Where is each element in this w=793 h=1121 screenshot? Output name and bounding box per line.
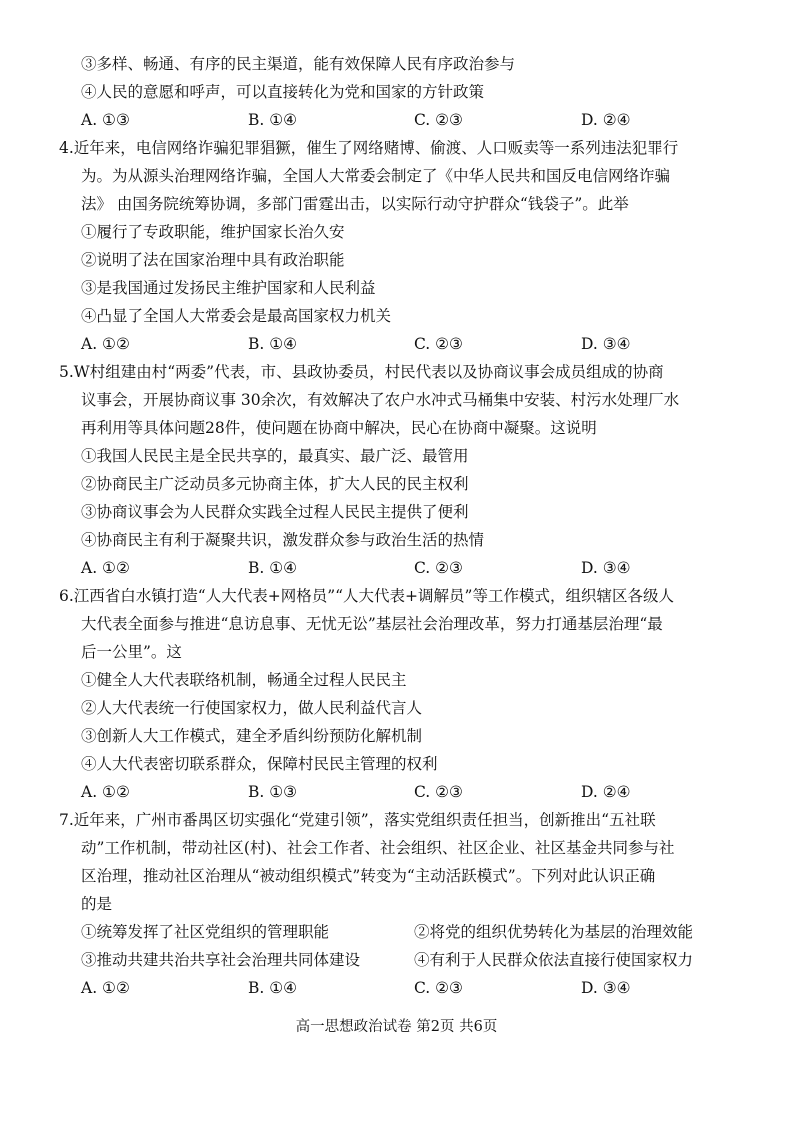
q6-item-2: ②人大代表统一行使国家权力，做人民利益代言人 [81,699,423,717]
q5-stem-line-3: 再利用等具体问题28件，使问题在协商中解决，民心在协商中凝聚。这说明 [81,419,597,437]
q4-item-4: ④凸显了全国人大常委会是最高国家权力机关 [81,307,392,325]
q5-option-d[interactable]: D. ③④ [581,559,631,577]
q5-option-b[interactable]: B. ①④ [248,559,298,577]
q6-option-c[interactable]: C. ②③ [414,783,463,801]
q6-stem-line-3: 后一公里”。这 [81,643,182,661]
q5-item-3: ③协商议事会为人民群众实践全过程人民民主提供了便利 [81,503,469,521]
q5-options [81,558,721,578]
q4-option-c[interactable]: C. ②③ [414,335,463,353]
q4-item-3: ③是我国通过发扬民主维护国家和人民利益 [81,279,376,297]
q3-item-4: ④人民的意愿和呼声，可以直接转化为党和国家的方针政策 [81,83,485,101]
q6-stem-line-2: 大代表全面参与推进“息访息事、无忧无讼”基层社会治理改革，努力打通基层治理“最 [81,615,663,633]
q7-item-4: ④有利于人民群众依法直接行使国家权力 [414,951,694,969]
q3-option-b[interactable]: B. ①④ [248,111,298,129]
q6-item-1: ①健全人大代表联络机制，畅通全过程人民民主 [81,671,407,689]
q6-item-4: ④人大代表密切联系群众，保障村民民主管理的权利 [81,755,438,773]
q6-item-3: ③创新人大工作模式，建全矛盾纠纷预防化解机制 [81,727,423,745]
q6-option-a[interactable]: A. ①② [81,783,130,801]
page-footer: 高一思想政治试卷 第2页 共6页 [295,1019,498,1035]
q4-option-a[interactable]: A. ①② [81,335,130,353]
q4-stem-line-1: 4.近年来，电信网络诈骗犯罪猖獗，催生了网络赌博、偷渡、人口贩卖等一系列违法犯罪行 [59,139,679,157]
q3-options [81,110,721,130]
q5-item-2: ②协商民主广泛动员多元协商主体，扩大人民的民主权利 [81,475,469,493]
q5-stem-line-2: 议事会，开展协商议事 30余次，有效解决了农户水冲式马桶集中安装、村污水处理厂水 [81,391,680,409]
q4-item-1: ①履行了专政职能，维护国家长治久安 [81,223,345,241]
q4-options [81,334,721,354]
q4-option-b[interactable]: B. ①④ [248,335,298,353]
q7-item-1: ①统筹发挥了社区党组织的管理职能 [81,923,330,941]
q6-option-b[interactable]: B. ①③ [248,783,298,801]
q4-stem-line-3: 法》 由国务院统筹协调，多部门雷霆出击，以实际行动守护群众“钱袋子”。此举 [81,195,629,213]
q3-option-c[interactable]: C. ②③ [414,111,463,129]
q7-stem-line-2: 动”工作机制，带动社区(村)、社会工作者、社会组织、社区企业、社区基金共同参与社 [81,839,675,857]
q6-option-d[interactable]: D. ②④ [581,783,631,801]
q7-stem-line-4: 的是 [81,895,113,913]
q5-stem-line-1: 5.W村组建由村“两委”代表，市、县政协委员，村民代表以及协商议事会成员组成的协商 [59,363,664,381]
q7-item-2: ②将党的组织优势转化为基层的治理效能 [414,923,694,941]
q6-stem-line-1: 6.江西省白水镇打造“人大代表+网格员”“人大代表+调解员”等工作模式，组织辖区各级人 [59,587,674,605]
q7-item-3: ③推动共建共治共享社会治理共同体建设 [81,951,361,969]
q5-option-c[interactable]: C. ②③ [414,559,463,577]
q7-options [81,978,721,998]
q7-stem-line-1: 7.近年来，广州市番禺区切实强化“党建引领”，落实党组织责任担当，创新推出“五社联 [59,811,656,829]
q7-option-a[interactable]: A. ①② [81,979,130,997]
q4-stem-line-2: 为。为从源头治理网络诈骗，全国人大常委会制定了《中华人民共和国反电信网络诈骗 [81,167,671,185]
q3-option-a[interactable]: A. ①③ [81,111,130,129]
q7-stem-line-3: 区治理，推动社区治理从“被动组织模式”转变为“主动活跃模式”。下列对此认识正确 [81,867,656,885]
q5-item-4: ④协商民主有利于凝聚共识，激发群众参与政治生活的热情 [81,531,485,549]
q7-option-d[interactable]: D. ③④ [581,979,631,997]
q6-options [81,782,721,802]
q3-item-3: ③多样、畅通、有序的民主渠道，能有效保障人民有序政治参与 [81,55,516,73]
q7-option-c[interactable]: C. ②③ [414,979,463,997]
q4-item-2: ②说明了法在国家治理中具有政治职能 [81,251,345,269]
q5-option-a[interactable]: A. ①② [81,559,130,577]
q4-option-d[interactable]: D. ③④ [581,335,631,353]
q3-option-d[interactable]: D. ②④ [581,111,631,129]
q5-item-1: ①我国人民民主是全民共享的，最真实、最广泛、最管用 [81,447,469,465]
q7-option-b[interactable]: B. ①④ [248,979,298,997]
